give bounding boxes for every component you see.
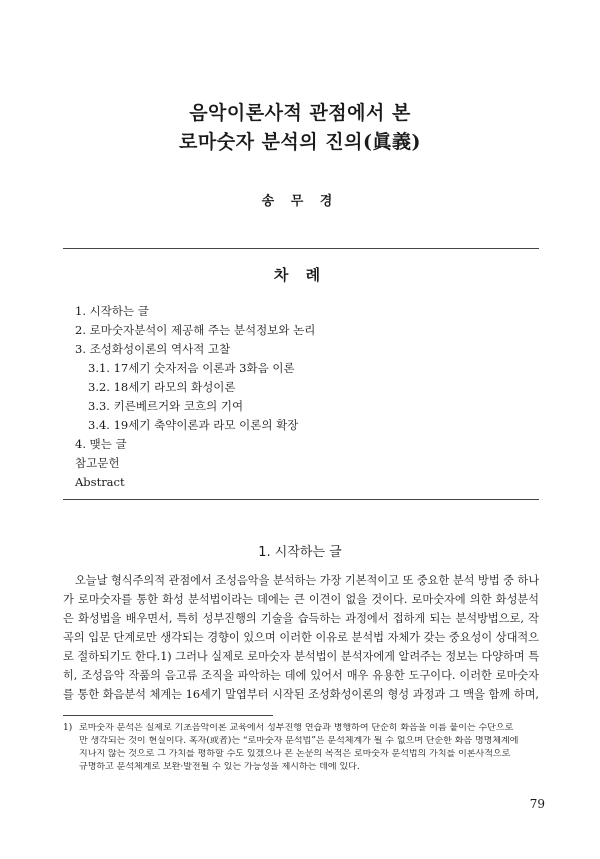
toc-item: 3.2. 18세기 라모의 화성이론 xyxy=(88,380,236,394)
paper-title-line2: 로마숫자 분석의 진의(眞義) xyxy=(179,131,421,153)
page-number: 79 xyxy=(529,797,545,811)
footnote-line: 지나지 않는 것으로 그 가치를 평하할 수도 있겠으나 본 논문의 목적은 로마숫자 분석법의 가치를 이론사적으로 xyxy=(79,749,511,759)
footnote-marker: 1) xyxy=(63,723,73,733)
footnote-line: 규명하고 분석체계로 보완·발전될 수 있는 가능성을 제시하는 데에 있다. xyxy=(79,762,360,772)
toc-item: 1. 시작하는 글 xyxy=(75,304,149,318)
body-line: 곡의 입문 단계로만 생각되는 경향이 있으며 이러한 이유로 분석법 자체가 갖는 중요성이 상대적으 xyxy=(63,631,539,644)
body-line: 오늘날 형식주의적 관점에서 조성음악을 분석하는 가장 기본적이고 또 중요한 분석 방법 중 하나 xyxy=(75,574,539,587)
toc-item: 3.4. 19세기 축약이론과 라모 이론의 확장 xyxy=(88,418,299,432)
body-line: 은 화성법을 배우면서, 특히 성부진행의 기술을 습득하는 과정에서 접하게 되는 분석방법으로, 작 xyxy=(63,612,539,625)
toc-item: 3.3. 키른베르거와 코흐의 기여 xyxy=(88,399,244,413)
toc-item: 3.1. 17세기 숫자저음 이론과 3화음 이론 xyxy=(88,361,295,375)
author-name: 송 무 경 xyxy=(261,194,339,209)
toc-item: 2. 로마숫자분석이 제공해 주는 분석정보와 논리 xyxy=(75,323,316,337)
toc-item: 참고문헌 xyxy=(75,456,120,470)
section-title: 1. 시작하는 글 xyxy=(258,545,342,560)
body-line: 히, 조성음악 작품의 음고류 조직을 파악하는 데에 있어서 매우 유용한 도구이다. 이러한 로마숫자 xyxy=(63,669,539,682)
toc-item: Abstract xyxy=(75,475,125,489)
toc-bottom-rule xyxy=(63,499,539,500)
toc-item: 4. 맺는 글 xyxy=(75,437,127,451)
toc-item: 3. 조성화성이론의 역사적 고찰 xyxy=(75,342,231,356)
footnote-rule xyxy=(63,715,273,716)
toc-top-rule xyxy=(63,248,539,249)
body-line: 가 로마숫자를 통한 화성 분석법이라는 데에는 큰 이견이 없을 것이다. 로마숫자에 의한 화성분석 xyxy=(63,593,539,606)
body-line: 로 절하되기도 한다.1) 그러나 실제로 로마숫자 분석법이 분석자에게 알려주는 정보는 다양하며 특 xyxy=(63,650,539,663)
toc-heading: 차 례 xyxy=(273,266,327,284)
paper-title-line1: 음악이론사적 관점에서 본 xyxy=(189,102,411,124)
footnote-line: 만 생각되는 것이 현실이다. 혹자(或者)는 “로마숫자 분석법”은 분석체계가 될 수 없으며 단순한 화음 명명체계에 xyxy=(79,736,519,746)
body-line: 를 통한 화음분석 체계는 16세기 말엽부터 시작된 조성화성이론의 형성 과정과 그 맥을 함께 하며, xyxy=(63,688,539,701)
footnote-line: 로마숫자 분석은 실제로 기초음악이론 교육에서 성부진행 연습과 병행하여 단순히 화음을 이름 붙이는 수단으로 xyxy=(79,723,514,733)
